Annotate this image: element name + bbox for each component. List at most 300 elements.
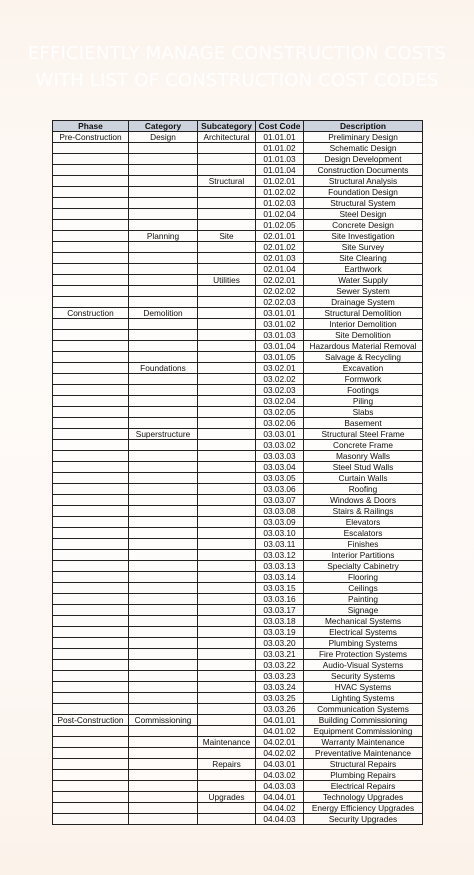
cell-category [129,418,198,429]
cell-cost-code: 04.02.02 [256,748,304,759]
table-row [53,528,423,539]
header-phase: Phase [53,121,129,132]
cell-cost-code: 03.02.05 [256,407,304,418]
cell-category [129,770,198,781]
cell-cost-code: 03.03.11 [256,539,304,550]
cell-category [129,330,198,341]
cell-subcategory [198,704,256,715]
cell-phase [53,440,129,451]
cell-phase [53,418,129,429]
cell-category [129,462,198,473]
table-row [53,396,423,407]
cell-phase [53,649,129,660]
cell-description: Hazardous Material Removal [304,341,423,352]
cell-cost-code: 02.02.01 [256,275,304,286]
cell-cost-code: 03.03.18 [256,616,304,627]
table-row [53,451,423,462]
cell-cost-code: 03.03.23 [256,671,304,682]
cell-cost-code: 03.03.16 [256,594,304,605]
cell-category: Design [129,132,198,143]
cell-cost-code: 03.03.13 [256,561,304,572]
cell-cost-code: 04.04.02 [256,803,304,814]
table-row [53,594,423,605]
table-row [53,308,423,319]
cell-cost-code: 03.03.12 [256,550,304,561]
cell-cost-code: 03.02.06 [256,418,304,429]
cell-description: Plumbing Repairs [304,770,423,781]
cell-subcategory: Utilities [198,275,256,286]
cell-description: Structural Repairs [304,759,423,770]
cell-subcategory [198,638,256,649]
cell-subcategory: Structural [198,176,256,187]
cell-cost-code: 01.02.04 [256,209,304,220]
cell-phase [53,704,129,715]
cell-phase [53,693,129,704]
cell-category [129,165,198,176]
cell-phase [53,242,129,253]
cell-description: Interior Partitions [304,550,423,561]
cell-category [129,396,198,407]
cell-phase [53,726,129,737]
cell-description: Fire Protection Systems [304,649,423,660]
cell-phase [53,341,129,352]
cell-cost-code: 03.01.02 [256,319,304,330]
cell-phase: Pre-Construction [53,132,129,143]
cell-phase [53,154,129,165]
cell-category [129,297,198,308]
cell-cost-code: 04.04.01 [256,792,304,803]
cell-category [129,242,198,253]
cell-phase [53,737,129,748]
cell-description: Security Systems [304,671,423,682]
cell-subcategory [198,286,256,297]
table-row [53,693,423,704]
cell-category [129,583,198,594]
cell-description: Finishes [304,539,423,550]
cell-phase [53,176,129,187]
cell-cost-code: 04.01.01 [256,715,304,726]
cell-category: Commissioning [129,715,198,726]
cell-cost-code: 03.03.21 [256,649,304,660]
cell-phase [53,572,129,583]
cell-cost-code: 04.01.02 [256,726,304,737]
cell-subcategory [198,209,256,220]
cell-subcategory [198,242,256,253]
cell-cost-code: 04.03.03 [256,781,304,792]
cell-cost-code: 03.03.09 [256,517,304,528]
table-row [53,253,423,264]
cell-subcategory [198,605,256,616]
table-row [53,671,423,682]
cell-subcategory [198,154,256,165]
table-row [53,198,423,209]
cell-description: Structural Steel Frame [304,429,423,440]
cell-category [129,220,198,231]
cell-phase [53,682,129,693]
cell-phase [53,770,129,781]
cell-subcategory [198,748,256,759]
cell-cost-code: 03.03.26 [256,704,304,715]
table-row [53,704,423,715]
cell-phase [53,165,129,176]
cell-category [129,473,198,484]
cell-description: Security Upgrades [304,814,423,825]
cell-description: Concrete Frame [304,440,423,451]
table-row [53,759,423,770]
cell-subcategory [198,418,256,429]
cell-category [129,198,198,209]
cell-category [129,759,198,770]
cell-cost-code: 03.03.22 [256,660,304,671]
cell-cost-code: 02.01.02 [256,242,304,253]
cell-description: Masonry Walls [304,451,423,462]
cell-phase [53,319,129,330]
cell-subcategory [198,627,256,638]
cell-category [129,176,198,187]
cell-cost-code: 04.04.03 [256,814,304,825]
cell-phase [53,143,129,154]
cell-phase [53,638,129,649]
cell-description: Elevators [304,517,423,528]
cell-category [129,561,198,572]
cell-category [129,814,198,825]
cell-subcategory: Repairs [198,759,256,770]
table-row [53,517,423,528]
cell-description: Site Demolition [304,330,423,341]
table-row [53,726,423,737]
cell-phase [53,539,129,550]
cell-category [129,682,198,693]
cell-description: Excavation [304,363,423,374]
cell-cost-code: 03.02.04 [256,396,304,407]
cell-cost-code: 03.03.03 [256,451,304,462]
cell-description: Flooring [304,572,423,583]
cell-cost-code: 03.03.07 [256,495,304,506]
cell-category: Demolition [129,308,198,319]
cell-category [129,737,198,748]
cell-description: Energy Efficiency Upgrades [304,803,423,814]
cell-subcategory: Architectural [198,132,256,143]
cell-subcategory [198,726,256,737]
cell-category [129,154,198,165]
table-row [53,462,423,473]
cell-subcategory [198,484,256,495]
cell-description: Plumbing Systems [304,638,423,649]
table-row [53,616,423,627]
cell-cost-code: 01.02.01 [256,176,304,187]
table-row [53,638,423,649]
cell-phase [53,484,129,495]
table-row [53,792,423,803]
cell-description: Painting [304,594,423,605]
cell-description: Communication Systems [304,704,423,715]
cell-subcategory [198,264,256,275]
cell-phase [53,792,129,803]
table-row [53,495,423,506]
cell-category [129,693,198,704]
cell-category [129,341,198,352]
table-row [53,407,423,418]
cell-description: Slabs [304,407,423,418]
cell-category [129,517,198,528]
cell-category [129,385,198,396]
cell-cost-code: 02.01.03 [256,253,304,264]
cell-category [129,143,198,154]
table-row [53,297,423,308]
cell-description: Design Development [304,154,423,165]
cell-subcategory [198,165,256,176]
cell-description: Structural Demolition [304,308,423,319]
table-header-row [53,121,423,132]
cell-phase [53,352,129,363]
cell-category [129,407,198,418]
table-row [53,286,423,297]
cell-category [129,319,198,330]
cell-description: Structural System [304,198,423,209]
cell-description: Concrete Design [304,220,423,231]
table-row [53,649,423,660]
cell-category [129,726,198,737]
cell-cost-code: 03.03.06 [256,484,304,495]
cell-cost-code: 03.03.10 [256,528,304,539]
cell-category [129,484,198,495]
cell-phase [53,385,129,396]
table-row [53,770,423,781]
cell-category [129,187,198,198]
cell-category [129,803,198,814]
cell-cost-code: 03.03.05 [256,473,304,484]
title-line-2: WITH LIST OF CONSTRUCTION COST CODES [35,70,439,91]
table-row [53,660,423,671]
table-row [53,165,423,176]
cell-category [129,286,198,297]
table-row [53,781,423,792]
cell-description: Structural Analysis [304,176,423,187]
cell-cost-code: 03.03.01 [256,429,304,440]
cell-cost-code: 02.02.03 [256,297,304,308]
cell-description: Construction Documents [304,165,423,176]
cell-description: Site Survey [304,242,423,253]
cell-description: Earthwork [304,264,423,275]
header-category: Category [129,121,198,132]
cell-phase [53,363,129,374]
cell-subcategory [198,561,256,572]
table-row [53,187,423,198]
cell-cost-code: 03.02.02 [256,374,304,385]
cell-category [129,275,198,286]
table-row [53,627,423,638]
table-row [53,803,423,814]
cell-subcategory [198,814,256,825]
table-row [53,275,423,286]
cell-subcategory [198,374,256,385]
cell-cost-code: 03.02.03 [256,385,304,396]
cell-category [129,209,198,220]
cell-cost-code: 03.03.15 [256,583,304,594]
table-row [53,814,423,825]
cell-subcategory [198,539,256,550]
cell-cost-code: 03.03.20 [256,638,304,649]
cell-subcategory: Site [198,231,256,242]
cell-category [129,781,198,792]
cell-description: Water Supply [304,275,423,286]
cell-subcategory [198,770,256,781]
table-row [53,264,423,275]
cell-phase [53,297,129,308]
table-row [53,352,423,363]
cell-subcategory [198,319,256,330]
cell-description: Windows & Doors [304,495,423,506]
cell-category [129,572,198,583]
table-row [53,429,423,440]
table-body [53,132,423,825]
cell-phase [53,605,129,616]
cell-phase [53,275,129,286]
table-row [53,550,423,561]
cell-description: Roofing [304,484,423,495]
table-row [53,341,423,352]
cell-description: Site Clearing [304,253,423,264]
table-row [53,748,423,759]
cell-phase [53,671,129,682]
cell-description: Foundation Design [304,187,423,198]
table-row [53,440,423,451]
cell-description: Warranty Maintenance [304,737,423,748]
table-row [53,209,423,220]
cell-description: Schematic Design [304,143,423,154]
cell-phase [53,286,129,297]
cell-category [129,495,198,506]
table-row [53,154,423,165]
cell-subcategory [198,473,256,484]
cell-cost-code: 03.03.19 [256,627,304,638]
table-row [53,176,423,187]
table-row [53,737,423,748]
header-description: Description [304,121,423,132]
cell-description: HVAC Systems [304,682,423,693]
cell-subcategory [198,385,256,396]
cell-subcategory [198,803,256,814]
cell-subcategory [198,616,256,627]
cell-cost-code: 02.01.01 [256,231,304,242]
table-row [53,363,423,374]
cell-subcategory [198,693,256,704]
cell-category [129,605,198,616]
table-row [53,539,423,550]
cell-category [129,649,198,660]
cell-cost-code: 03.01.03 [256,330,304,341]
table-row [53,418,423,429]
table-row [53,330,423,341]
cell-phase: Post-Construction [53,715,129,726]
cell-cost-code: 01.01.03 [256,154,304,165]
cell-phase [53,253,129,264]
cell-subcategory [198,572,256,583]
cell-description: Steel Design [304,209,423,220]
cell-cost-code: 03.03.24 [256,682,304,693]
cell-subcategory [198,143,256,154]
cost-codes-table [52,120,423,825]
table-row [53,374,423,385]
cell-cost-code: 03.03.17 [256,605,304,616]
cell-description: Equipment Commissioning [304,726,423,737]
cell-phase [53,550,129,561]
cell-phase [53,264,129,275]
cell-description: Lighting Systems [304,693,423,704]
cell-description: Piling [304,396,423,407]
table-row [53,385,423,396]
cell-category [129,704,198,715]
cell-category [129,506,198,517]
cell-category [129,253,198,264]
cell-subcategory [198,649,256,660]
table-row [53,605,423,616]
cell-phase [53,528,129,539]
cell-cost-code: 03.02.01 [256,363,304,374]
cell-category [129,528,198,539]
cell-phase [53,330,129,341]
cell-cost-code: 01.02.03 [256,198,304,209]
cell-category: Superstructure [129,429,198,440]
cell-subcategory: Maintenance [198,737,256,748]
cell-phase [53,495,129,506]
cell-phase [53,198,129,209]
cell-cost-code: 04.03.02 [256,770,304,781]
cell-cost-code: 02.02.02 [256,286,304,297]
cell-category [129,671,198,682]
table-row [53,231,423,242]
title-line-1: EFFICIENTLY MANAGE CONSTRUCTION COSTS [27,43,447,64]
cell-category: Planning [129,231,198,242]
cell-phase [53,462,129,473]
cell-category [129,594,198,605]
cell-subcategory [198,220,256,231]
cell-cost-code: 03.01.05 [256,352,304,363]
cell-category [129,539,198,550]
cell-description: Ceilings [304,583,423,594]
table-row [53,484,423,495]
table-row [53,572,423,583]
cell-subcategory [198,198,256,209]
cell-subcategory [198,352,256,363]
cell-category [129,638,198,649]
cell-phase [53,781,129,792]
cell-description: Stairs & Railings [304,506,423,517]
cell-subcategory [198,297,256,308]
table-row [53,561,423,572]
cell-subcategory [198,462,256,473]
cell-phase [53,220,129,231]
cell-cost-code: 01.02.02 [256,187,304,198]
cell-description: Site Investigation [304,231,423,242]
cell-phase [53,660,129,671]
page-title [0,40,474,94]
table-row [53,220,423,231]
cell-subcategory [198,550,256,561]
cell-description: Technology Upgrades [304,792,423,803]
cell-phase [53,429,129,440]
cell-subcategory [198,781,256,792]
cell-phase [53,759,129,770]
cell-description: Salvage & Recycling [304,352,423,363]
cell-description: Interior Demolition [304,319,423,330]
cell-subcategory [198,594,256,605]
cell-subcategory [198,253,256,264]
cell-cost-code: 01.01.02 [256,143,304,154]
table-row [53,473,423,484]
cell-description: Drainage System [304,297,423,308]
cell-description: Electrical Repairs [304,781,423,792]
